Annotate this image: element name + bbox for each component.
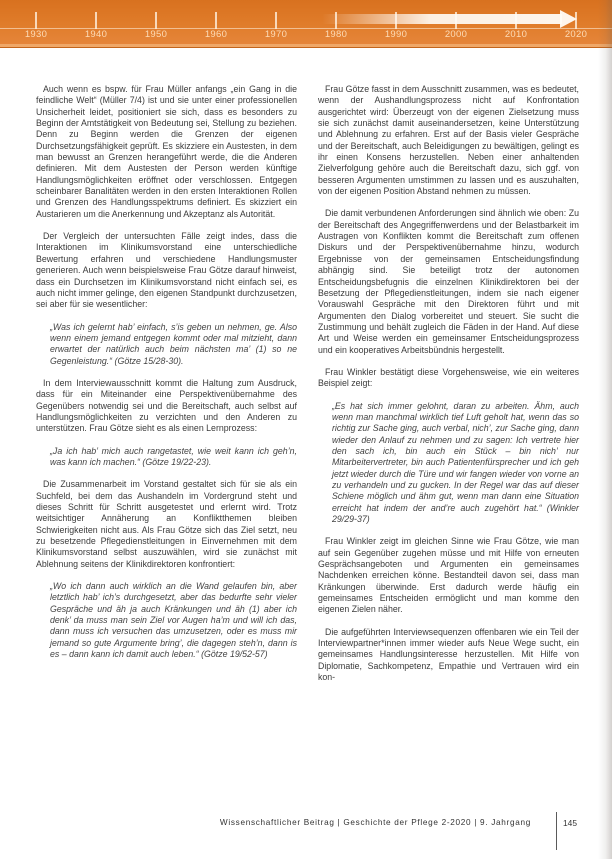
tick-mark: [35, 12, 37, 29]
body-paragraph: Auch wenn es bspw. für Frau Müller anfangs „ein Gang in die feindliche Welt“ (Müller 7/4) ist und sie unter einer professionellen Unsicherheit leidet, positioniert sie sich, dass es besonders zu Beginn der Amtstätigkeit von Bedeutung sei, Stellung zu beziehen. Denn zu Beginn werden die Grenzen der eigenen Durchsetzungsfähigkeit geprüft. Es skizziere ein Austesten, in dem man bewusst an Grenzen herangeführt werde, die die Anderen definieren. Mit dem Austesten der Person werden künftige Handlungsmöglichkeiten eröffnet oder verschlossen. Entgegen scheinbarer Banalitäten werden in den ersten Interaktionen Rollen und Grenzen des Handlungsspektrums definiert. Es skizziert ein Austarieren um die Anerkennung und Akzeptanz als Autorität.: [36, 84, 297, 219]
left-column: [36, 84, 297, 671]
tick-mark: [155, 12, 157, 29]
tick-mark: [215, 12, 217, 29]
interview-quote: „Wo ich dann auch wirklich an die Wand gelaufen bin, aber letztlich hab’ ich’s durchgesetzt, aber das bedurfte sehr vieler Gespräche und äh ja auch Kränkungen und äh (1) aber ich denk’ da muss man sein Ziel vor Augen ha’m und will ich das, dann muss ich versuchen das umzusetzen, oder es muss mir jemand so gute Argumente bring’, die dagegen steh’n, dann is es – dann kann ich damit auch leben.“ (Götze 19/52-57): [50, 581, 297, 660]
timeline-arrow-shaft: [322, 14, 562, 24]
timeline-banner: [0, 0, 612, 47]
page-edge-shadow: [598, 0, 612, 859]
footer-divider: [556, 812, 557, 850]
tick-label: 1990: [384, 29, 408, 40]
tick-label: 1940: [84, 29, 108, 40]
tick-label: 1930: [24, 29, 48, 40]
tick-mark: [95, 12, 97, 29]
body-paragraph: Der Vergleich der untersuchten Fälle zeigt indes, dass die Interaktionen im Klinikumsvorstand eine unterschiedliche Bewertung erfahren und verschiedene Handlungsmuster generieren. Auch wenn beispielsweise Frau Götze darauf hinweist, dass ein Durchsetzen im Klinikumsvorstand nicht einfach sei, es auch nicht immer gelinge, den eigenen Standpunkt durchzusetzen, sei aber für sie wesentlicher:: [36, 231, 297, 310]
tick-label: 1980: [324, 29, 348, 40]
tick-label: 1970: [264, 29, 288, 40]
tick-label: 2000: [444, 29, 468, 40]
tick-label: 1960: [204, 29, 228, 40]
footer-journal-line: Wissenschaftlicher Beitrag | Geschichte der Pflege 2-2020 | 9. Jahrgang: [219, 818, 531, 827]
body-paragraph: Die Zusammenarbeit im Vorstand gestaltet sich für sie als ein Suchfeld, bei dem das Aushandeln im Vordergrund steht und dieses Schritt für Schritt ausgetestet und erlernt wird. Trotz weitsichtiger Annäherung an Konfliktthemen bleiben Schwierigkeiten nicht aus. Als Frau Götze sich das Ziel setzt, neu zu besetzende Pflegedienstleitungen in Einvernehmen mit dem Klinikumsvorstand selbst auszuwählen, wird sie zunächst mit Ablehnung seitens der Klinikdirektoren konfrontiert:: [36, 479, 297, 569]
timeline-arrow-icon: [560, 10, 577, 28]
body-paragraph: In dem Interviewausschnitt kommt die Haltung zum Ausdruck, dass für ein Miteinander eine Perspektivenübernahme des Gegenübers notwendig sei und die Bereitschaft, auch selbst auf Handlungsmöglichkeiten zu verzichten und den Anderen zu unterstützen. Frau Götze sieht es als einen Lernprozess:: [36, 377, 297, 434]
body-paragraph: Die damit verbundenen Anforderungen sind ähnlich wie oben: Zu der Bereitschaft des Angegriffenwerdens und der Belastbarkeit im Austragen von Konflikten kommt die Bereitschaft zum offenen Diskurs und der Perspektivenübernahme hinzu, wodurch Ergebnisse von der gemeinsamen Entscheidungsfindung abhängig sind. Sie beteiligt trotz der autonomen Entscheidungsbefugnis die einzelnen Klinikdirektoren bei der Besetzung der Pflegedienstleitungen, indem sie nach eigener Vorauswahl Gespräche mit den Direktoren führt und mit Argumenten den Dialog vorbereitet und steuert. Sie sucht die Zustimmung und behält zugleich die Fäden in der Hand. Auf diese Art und Weise werden ein gemeinsamer Entscheidungsprozess und ein kooperatives Arbeitsbündnis hergestellt.: [318, 208, 579, 355]
interview-quote: „Es hat sich immer gelohnt, daran zu arbeiten. Ähm, auch wenn man manchmal wirklich tief Luft geholt hat, wenn das so richtig zur Sache ging, auch verbal, nich’, zur Sache ging, dann wieder den Anlauf zu nehmen und zu sagen: Ich vertrete hier den sach ich, bin auch ein Stück – bin nich’ nur Mitarbeitervertreter, bin auch Patientenfürsprecher und ich geh jetzt wieder durch die Türe und wir fangen wieder von vorne an zu verhandeln und zu gucken. In der Regel war das auf dieser Schiene möglich und ähm gut, wenn man dann eine Situation erreicht hat indem der and’re auch zugehört hat.“ (Winkler 29/29-37): [332, 400, 579, 525]
body-paragraph: Frau Winkler zeigt im gleichen Sinne wie Frau Götze, wie man auf sein Gegenüber zugehen müsse und mit Hilfe von erneuten Gesprächsangeboten und Argumenten ein gemeinsames Nachdenken erreichen könne. Bestandteil davon sei, dass man Kränkungen überwinde. Erst dadurch werde häufig ein gemeinsames Entscheiden ermöglicht und man komme den eigenen Zielen näher.: [318, 536, 579, 615]
body-paragraph: Frau Winkler bestätigt diese Vorgehensweise, wie ein weiteres Beispiel zeigt:: [318, 366, 579, 389]
tick-mark: [275, 12, 277, 29]
tick-label: 2020: [564, 29, 588, 40]
interview-quote: „Ja ich hab’ mich auch rangetastet, wie weit kann ich geh’n, was kann ich machen.“ (Götze 19/22-23).: [50, 445, 297, 467]
interview-quote: „Was ich gelernt hab’ einfach, s’is geben un nehmen, ge. Also wenn einem jemand entgegen kommt oder mal mitzieht, dann erwartet der natürlich auch beim nächsten ma’ (1) so ne Gegenleistung.“ (Götze 15/28-30).: [50, 321, 297, 366]
body-paragraph: Die aufgeführten Interviewsequenzen offenbaren wie ein Teil der Interviewpartner*innen immer wieder aufs Neue Wege sucht, ein gemeinsames Handlungsinteresse herzustellen. Mit Hilfe von Diplomatie, Sachkompetenz, Empathie und Vertrauen wird ein kon-: [318, 626, 579, 683]
tick-label: 1950: [144, 29, 168, 40]
right-column: [318, 84, 579, 695]
body-paragraph: Frau Götze fasst in dem Ausschnitt zusammen, was es bedeutet, wenn der Aushandlungsprozess nicht auf Konfrontation ausgerichtet wird: Überzeugt von der eigenen Zielsetzung muss sie sich zunächst damit auseinandersetzen, keine Unterstützung und Ablehnung zu erfahren. Erst auf der Basis vieler Gespräche und der Bereitschaft, auch Beleidigungen zu bewältigen, gelingt es ihr einen Konsens herzustellen. Neben einer anhaltenden Zielverfolgung gehöre auch die Bereitschaft dazu, sich ggf. von besseren Argumenten umstimmen zu lassen und es auszuhalten, von der eigenen Position Abstand nehmen zu müssen.: [318, 84, 579, 197]
page-number: 145: [563, 818, 577, 828]
tick-label: 2010: [504, 29, 528, 40]
